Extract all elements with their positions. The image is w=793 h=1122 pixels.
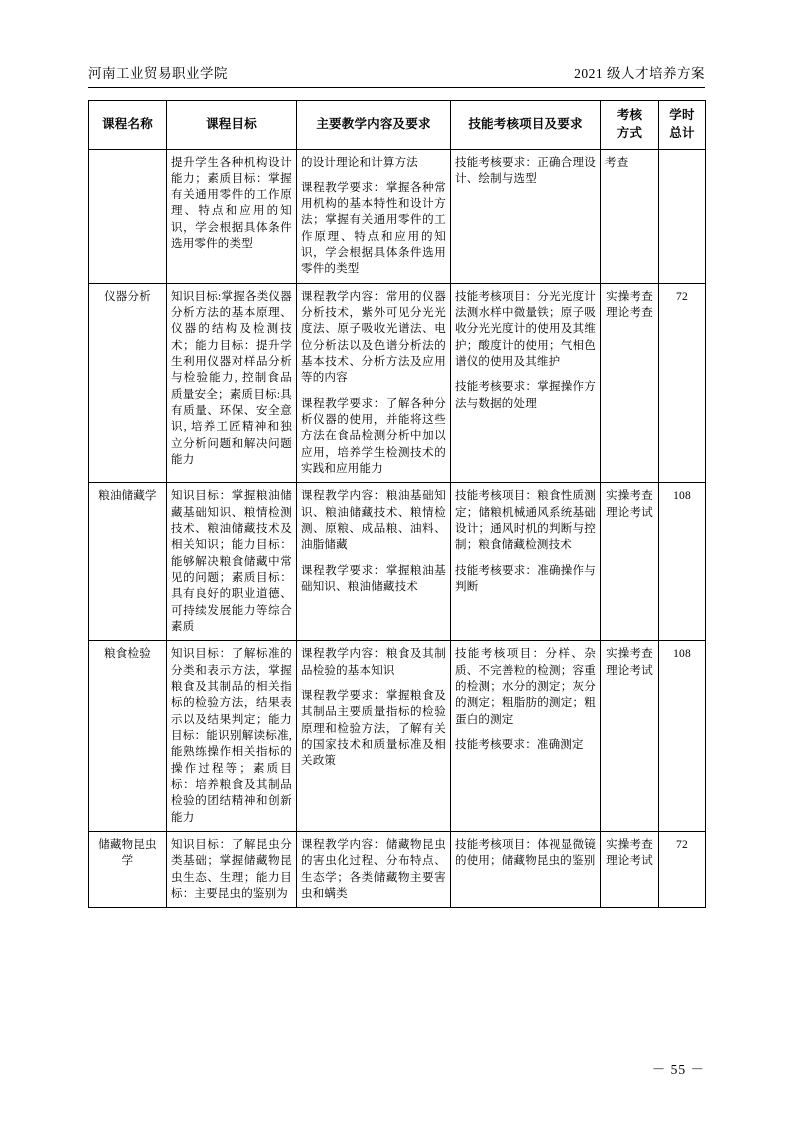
content-paragraph: 课程教学要求：掌握粮油基础知识、粮油储藏技术 [301, 564, 446, 594]
table-row [89, 283, 706, 483]
cell-course-name: 储藏物昆虫学 [89, 831, 167, 907]
method-label-line1: 考核 [616, 108, 643, 122]
content-paragraph: 课程教学内容：储藏物昆虫的害虫化过程、分布特点、生态学；各类储藏物主要害虫和螨类 [301, 838, 446, 900]
column-header-content: 主要教学内容及要求 [297, 101, 451, 150]
skill-paragraph: 技能考核项目：分光光度计法测水样中微量铁；原子吸收分光光度计的使用及其维护；酸度计的使用；气相色谱仪的使用及其维护 [455, 290, 596, 369]
skill-paragraph: 技能考核项目：粮食性质测定；储粮机械通风系统基础设计；通风时机的判断与控制；粮食储藏检测技术 [455, 490, 596, 552]
content-paragraph: 课程教学要求：掌握各种常用机构的基本特性和设计方法；掌握有关通用零件的工作原理、特点和应用的知识，学会根据具体条件选用零件的类型 [301, 181, 446, 276]
cell-content [297, 149, 451, 283]
table-row [89, 641, 706, 832]
cell-hours: 108 [659, 641, 706, 832]
content-paragraph: 课程教学内容：粮食及其制品检验的基本知识 [301, 648, 446, 677]
cell-method: 实操考查理论考查 [601, 283, 659, 483]
page-header [88, 62, 705, 88]
table-row [89, 831, 706, 907]
cell-content [297, 831, 451, 907]
cell-skill [451, 283, 601, 483]
cell-method: 实操考查理论考试 [601, 641, 659, 832]
cell-course-goal: 知识目标：了解标准的分类和表示方法，掌握粮食及其制品的相关指标的检验方法，结果表示以及结果判定；能力目标：能识别解读标准,能熟练操作相关指标的操作过程等；素质目标：培养粮食及其制品检验的团结精神和创新能力 [167, 641, 297, 832]
cell-method: 考查 [601, 149, 659, 283]
skill-paragraph: 技能考核项目：体视显微镜的使用；储藏物昆虫的鉴别 [455, 838, 596, 868]
cell-course-name: 粮食检验 [89, 641, 167, 832]
cell-method: 实操考查理论考试 [601, 483, 659, 641]
cell-method: 实操考查理论考试 [601, 831, 659, 907]
cell-course-goal: 知识目标:掌握各类仪器分析方法的基本原理、仪器的结构及检测技术；能力目标：提升学生利用仪器对样品分析与检验能力, 控制食品质量安全；素质目标:具有质量、环保、安全意识, 培养工匠精神和独立分析问题和解决问题能力 [167, 283, 297, 483]
skill-paragraph: 技能考核要求：掌握操作方法与数据的处理 [455, 381, 596, 410]
cell-skill [451, 149, 601, 283]
skill-paragraph: 技能考核要求：准确测定 [455, 739, 584, 751]
column-header-skill: 技能考核项目及要求 [451, 101, 601, 150]
content-paragraph: 课程教学内容：常用的仪器分析技术，紫外可见分光光度法、原子吸收光谱法、电位分析法以及色谱分析法的基本技术、分析方法及应用等的内容 [301, 290, 446, 385]
method-label-line2: 方式 [616, 125, 643, 140]
cell-course-name [89, 149, 167, 283]
cell-course-goal: 知识目标：了解昆虫分类基础；掌握储藏物昆虫生态、生理；能力目标：主要昆虫的鉴别为 [167, 831, 297, 907]
cell-content [297, 483, 451, 641]
cell-hours [659, 149, 706, 283]
cell-course-goal: 提升学生各种机构设计能力；素质目标：掌握有关通用零件的工作原理、特点和应用的知识，学会根据具体条件选用零件的类型 [167, 149, 297, 283]
cell-skill [451, 641, 601, 832]
cell-content [297, 641, 451, 832]
skill-paragraph: 技能考核要求：准确操作与判断 [455, 564, 596, 594]
header-document-title: 2021 级人才培养方案 [574, 66, 705, 81]
column-header-course-name: 课程名称 [89, 101, 167, 150]
skill-paragraph: 技能考核项目：分样、杂质、不完善粒的检测；容重的检测；水分的测定；灰分的测定；粗脂肪的测定；粗蛋白的测定 [455, 648, 596, 726]
cell-content [297, 283, 451, 483]
column-header-course-goal: 课程目标 [167, 101, 297, 150]
table-row [89, 483, 706, 641]
content-paragraph: 课程教学要求：掌握粮食及其制品主要质量指标的检验原理和检验方法，了解有关的国家技术和质量标准及相关政策 [301, 690, 446, 768]
table-header-row [89, 101, 706, 150]
cell-hours: 72 [659, 831, 706, 907]
cell-hours: 72 [659, 283, 706, 483]
cell-course-name: 仪器分析 [89, 283, 167, 483]
cell-skill [451, 483, 601, 641]
cell-hours: 108 [659, 483, 706, 641]
column-header-hours [659, 101, 706, 150]
course-table-container [88, 100, 705, 908]
table-row [89, 149, 706, 283]
hours-label-line2: 总计 [669, 125, 695, 140]
content-paragraph: 课程教学内容：粮油基础知识、粮油储藏技术、粮情检测、原粮、成品粮、油料、油脂储藏 [301, 490, 446, 552]
skill-paragraph: 技能考核要求：正确合理设计、绘制与选型 [455, 156, 596, 185]
content-paragraph: 课程教学要求：了解各种分析仪器的使用，并能将这些方法在食品检测分析中加以应用，培养学生检测技术的实践和应用能力 [301, 397, 446, 476]
cell-course-name: 粮油储藏学 [89, 483, 167, 641]
cell-course-goal: 知识目标：掌握粮油储藏基础知识、粮情检测技术、粮油储藏技术及相关知识；能力目标：能够解决粮食储藏中常见的问题；素质目标：具有良好的职业道德、可持续发展能力等综合素质 [167, 483, 297, 641]
header-institution: 河南工业贸易职业学院 [88, 66, 228, 81]
column-header-method [601, 101, 659, 150]
course-table [88, 100, 706, 908]
hours-label-line1: 学时 [669, 108, 695, 122]
cell-skill [451, 831, 601, 907]
page-number: － 55 － [651, 1062, 705, 1077]
content-paragraph: 的设计理论和计算方法 [301, 156, 418, 169]
